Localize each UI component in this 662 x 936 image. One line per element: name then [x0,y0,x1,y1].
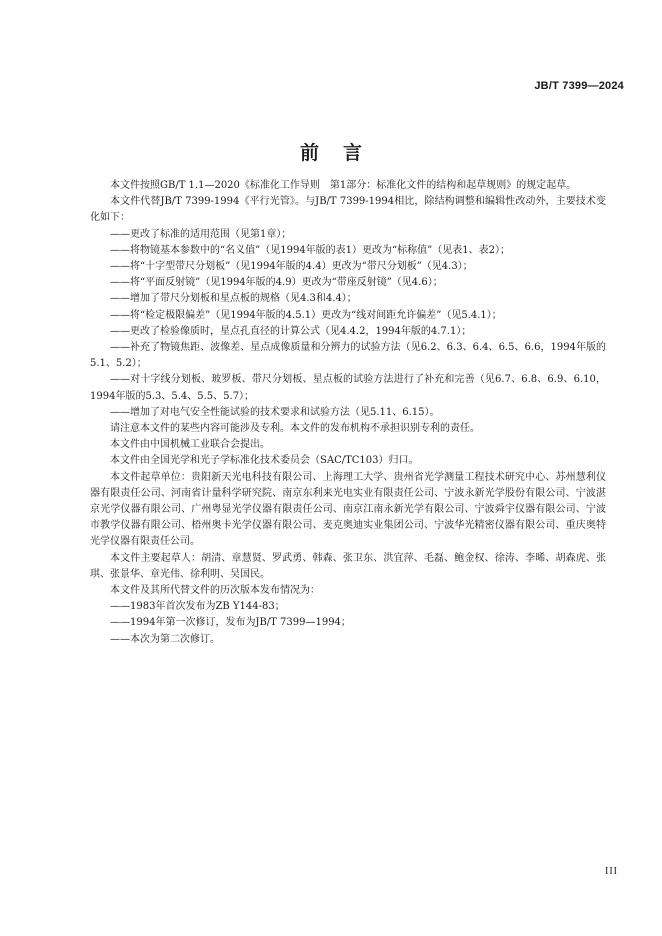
history-item-1994: ——1994年第一次修订，发布为JB/T 7399—1994； [110,617,351,629]
paragraph-replacement: 本文件代替JB/T 7399-1994《平行光管》。与JB/T 7399-1994相比，除结构调整和编辑性改动外，主要技术变化如下： [90,196,606,224]
change-item-reticle-tests: ——对十字线分划板、玻罗板、带尺分划板、星点板的试验方法进行了补充和完善（见6.7、6.8、6.9、6.10，1994年版的5.3、5.4、5.5、5.7）； [90,374,606,402]
history-item-1983: ——1983年首次发布为ZB Y144-83； [110,601,285,613]
change-item-reflector: ——将“平面反射镜”（见1994年版的4.9）更改为“带座反射镜”（见4.6）； [110,277,443,289]
change-item-nominal-value: ——将物镜基本参数中的“名义值”（见1994年版的表1）更改为“标称值”（见表1、表2）； [110,244,510,256]
change-item-star-hole: ——更改了检验像质时，星点孔直径的计算公式（见4.4.2，1994年版的4.7.1）； [110,325,472,337]
change-item-deviation: ——将“检定极限偏差”（见1994年版的4.5.1）更改为“线对间距允许偏差”（见5.4.1）； [110,309,502,321]
history-item-current: ——本次为第二次修订。 [110,633,220,645]
change-item-electrical-safety: ——增加了对电气安全性能试验的技术要求和试验方法（见5.11、6.15）。 [110,406,440,418]
document-body [90,178,606,648]
paragraph-patent-notice: 请注意本文件的某些内容可能涉及专利。本文件的发布机构不承担识别专利的责任。 [110,423,480,435]
paragraph-drafting-rules: 本文件按照GB/T 1.1—2020《标准化工作导则 第1部分：标准化文件的结构和起草规则》的规定起草。 [110,180,577,191]
paragraph-drafting-units: 本文件起草单位：贵阳新天光电科技有限公司、上海理工大学、贵州省光学测量工程技术研究中心、苏州慧利仪器有限责任公司、河南省计量科学研究院、南京东利来光电实业有限责任公司、宁波永新光学股份有限公司、宁波湛京光学仪器有限公司、广州粤显光学仪器有限责任公司、南京江南永新光学有限公司、宁波舜宇仪器有限公司、宁波市教学仪器有限公司、梧州奥卡光学仪器有限公司、麦克奥迪实业集团公司、宁波华光精密仪器有限公司、重庆奥特光学仪器有限责任公司。 [90,471,606,548]
change-item-test-methods: ——补充了物镜焦距、波像差、星点成像质量和分辨力的试验方法（见6.2、6.3、6.4、6.5、6.6，1994年版的5.1、5.2）； [90,342,606,370]
change-item-scale-reticle: ——将“十字型带尺分划板”（见1994年版的4.4）更改为“带尺分划板”（见4.3）； [110,261,473,273]
change-item-specs: ——增加了带尺分划板和星点板的规格（见4.3和4.4）； [110,293,357,305]
paragraph-history-intro: 本文件及其所代替文件的历次版本发布情况为： [110,585,320,597]
page-title: 前言 [299,142,386,164]
paragraph-committee: 本文件由全国光学和光子学标准化技术委员会（SAC/TC103）归口。 [110,455,419,467]
paragraph-proposer: 本文件由中国机械工业联合会提出。 [110,439,270,451]
paragraph-drafters: 本文件主要起草人：胡清、章慧贤、罗武勇、韩森、张卫东、洪宜萍、毛磊、鲍金权、徐涛、李晞、胡森虎、张琪、张景华、章光伟、徐利明、吴国民。 [90,552,606,580]
standard-code: JB/T 7399—2024 [534,80,624,92]
change-item-scope: ——更改了标准的适用范围（见第1章）； [110,228,292,240]
page-number: III [605,866,618,877]
